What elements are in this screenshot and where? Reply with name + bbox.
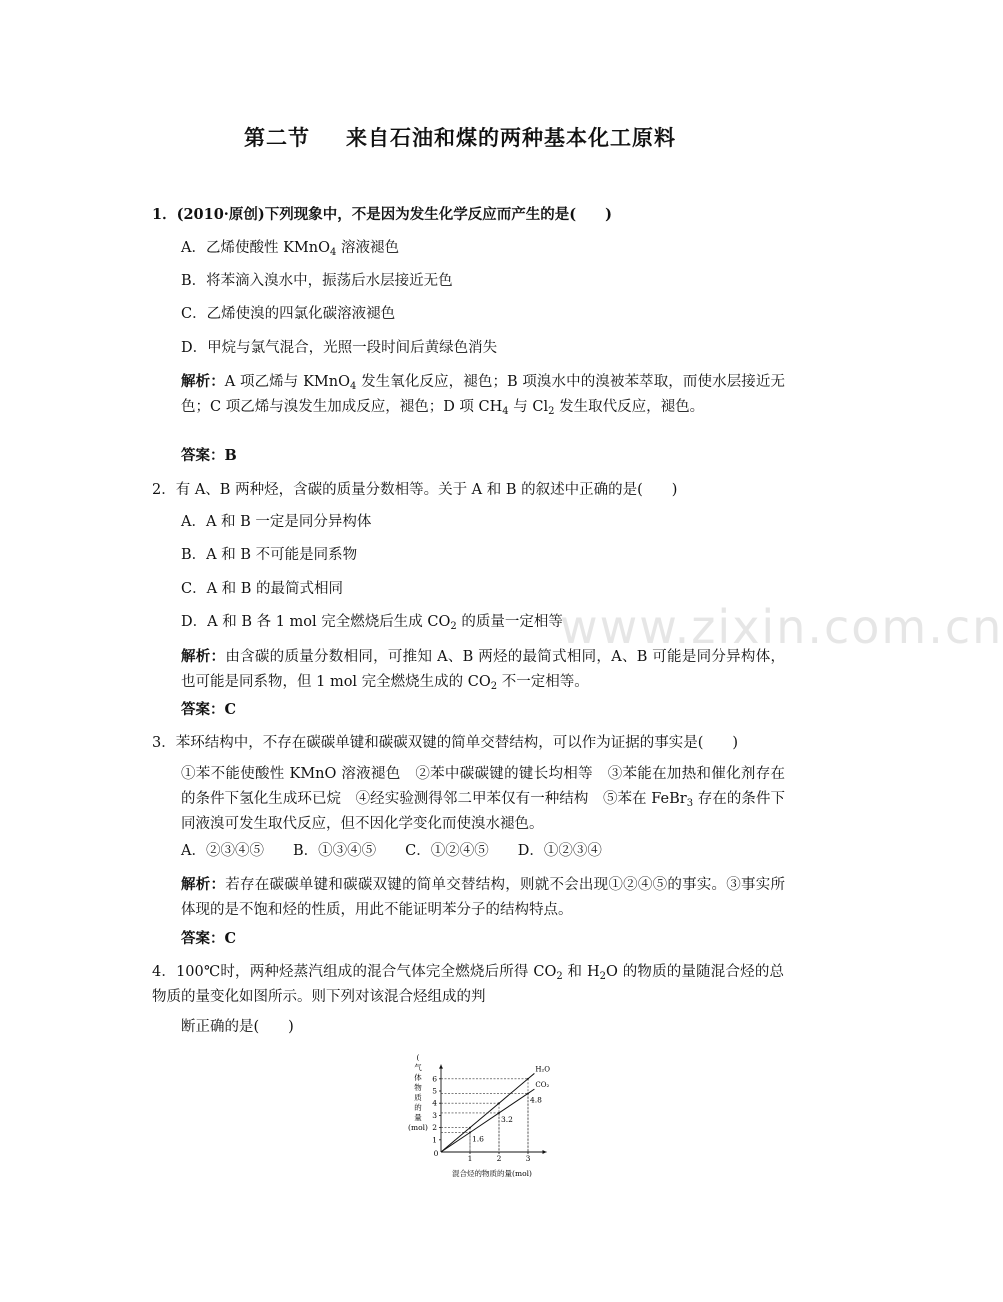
- origin-label: 0: [433, 1149, 439, 1158]
- y-axis-label-char: 体: [414, 1073, 422, 1082]
- x-axis-label: 混合烃的物质的量(mol): [452, 1169, 532, 1178]
- q2-answer: 答案：C: [181, 701, 237, 718]
- y-tick-label: 5: [432, 1086, 437, 1096]
- q3-facts: ①苯不能使酸性 KMnO 溶液褪色 ②苯中碳碳键的键长均相等 ③苯能在加热和催化剂存在的条件下氢化生成环已烷 ④经实验测得邻二甲苯仅有一种结构 ⑤苯在 FeBr$_3$ 存在的条件下同液溴可发生取代反应，但不因化学变化而使溴水褪色。: [181, 766, 786, 832]
- data-point: [469, 1127, 471, 1129]
- y-axis-label-char: 的: [414, 1103, 422, 1112]
- q2-option-d: D．A 和 B 各 1 mol 完全燃烧后生成 $CO_2$ 的质量一定相等: [181, 614, 563, 632]
- y-axis-label-char: 物: [414, 1083, 422, 1092]
- x-tick-label: 2: [496, 1154, 502, 1163]
- y-tick-label: 4: [432, 1098, 437, 1108]
- gas-amount-chart: [408, 1052, 558, 1178]
- q3-analysis: 解析：若存在碳碳单键和碳碳双键的简单交替结构，则就不会出现①②④⑤的事实。③事实所体现的是不饱和烃的性质，用此不能证明苯分子的结构特点。: [181, 876, 786, 918]
- y-tick-label: 1: [432, 1135, 437, 1145]
- series-line-1: [441, 1089, 534, 1152]
- y-axis-arrow: [439, 1065, 443, 1069]
- data-annotation: 4.8: [530, 1095, 542, 1105]
- y-axis-label-char: (: [416, 1053, 420, 1062]
- x-axis-arrow: [543, 1150, 547, 1154]
- data-point: [469, 1132, 471, 1134]
- q3-choices: A．②③④⑤ B．①③④⑤ C．①②④⑤ D．①②③④: [181, 843, 602, 859]
- y-axis-label: [408, 1053, 428, 1132]
- q1-option-b: B．将苯滴入溴水中，振荡后水层接近无色: [181, 273, 453, 289]
- series-label: H₂O: [535, 1065, 551, 1074]
- y-axis-label-char: 气: [414, 1063, 422, 1072]
- section-topic: 来自石油和煤的两种基本化工原料: [346, 126, 676, 150]
- y-tick-label: 3: [432, 1110, 437, 1120]
- y-axis-label-char: 质: [414, 1093, 422, 1102]
- x-tick-label: 1: [467, 1154, 473, 1163]
- y-axis-label-char: (mol): [408, 1123, 428, 1132]
- q1-answer: 答案：B: [181, 447, 237, 464]
- q4-stem: 4．100℃时，两种烃蒸汽组成的混合气体完全燃烧后所得 $CO_2$ 和 $H_2O$ 的物质的量随混合烃的总物质的量变化如图所示。则下列对该混合烃组成的判: [152, 964, 784, 1005]
- q2-option-a: A．A 和 B 一定是同分异构体: [181, 514, 372, 530]
- chart-plot-area: [432, 1065, 550, 1163]
- q3-answer: 答案：C: [181, 930, 237, 947]
- q2-stem: 2．有 A、B 两种烃，含碳的质量分数相等。关于 A 和 B 的叙述中正确的是( ): [152, 482, 678, 498]
- watermark: www.zixin.com.cn: [560, 600, 1003, 654]
- q4-stem-continued: 断正确的是( ): [181, 1019, 294, 1035]
- data-point: [498, 1102, 500, 1104]
- y-tick-label: 6: [432, 1074, 437, 1084]
- q1-option-c: C．乙烯使溴的四氯化碳溶液褪色: [181, 306, 396, 322]
- y-axis-label-char: 量: [414, 1113, 422, 1122]
- x-tick-label: 3: [525, 1154, 531, 1163]
- q1-analysis: 解析：A 项乙烯与 KMnO$_4$ 发生氧化反应，褪色；B 项溴水中的溴被苯萃取，而使水层接近无色；C 项乙烯与溴发生加成反应，褪色；D 项 $CH_4$ 与 $Cl_2$ 发生取代反应，褪色。: [181, 373, 785, 417]
- data-annotation: 1.6: [472, 1134, 484, 1144]
- data-point: [527, 1093, 529, 1095]
- q1-option-a: A．乙烯使酸性 KMnO$_4$ 溶液褪色: [181, 240, 399, 258]
- data-point: [498, 1112, 500, 1114]
- q1-option-d: D．甲烷与氯气混合，光照一段时间后黄绿色消失: [181, 340, 498, 356]
- y-tick-label: 2: [432, 1123, 437, 1133]
- page-title: [0, 122, 920, 152]
- data-annotation: 3.2: [501, 1114, 513, 1124]
- q1-stem: 1．(2010·原创)下列现象中，不是因为发生化学反应而产生的是( ): [152, 206, 612, 223]
- q2-analysis: 解析：由含碳的质量分数相同，可推知 A、B 两烃的最简式相同，A、B 可能是同分异构体，也可能是同系物，但 1 mol 完全燃烧生成的 $CO_2$ 不一定相等。: [181, 648, 785, 692]
- series-label: CO₂: [535, 1081, 550, 1090]
- section-number: 第二节: [244, 126, 310, 150]
- q2-option-b: B．A 和 B 不可能是同系物: [181, 547, 358, 563]
- q2-option-c: C．A 和 B 的最简式相同: [181, 581, 344, 597]
- data-point: [527, 1078, 529, 1080]
- q3-stem: 3．苯环结构中，不存在碳碳单键和碳碳双键的简单交替结构，可以作为证据的事实是( ): [152, 735, 739, 751]
